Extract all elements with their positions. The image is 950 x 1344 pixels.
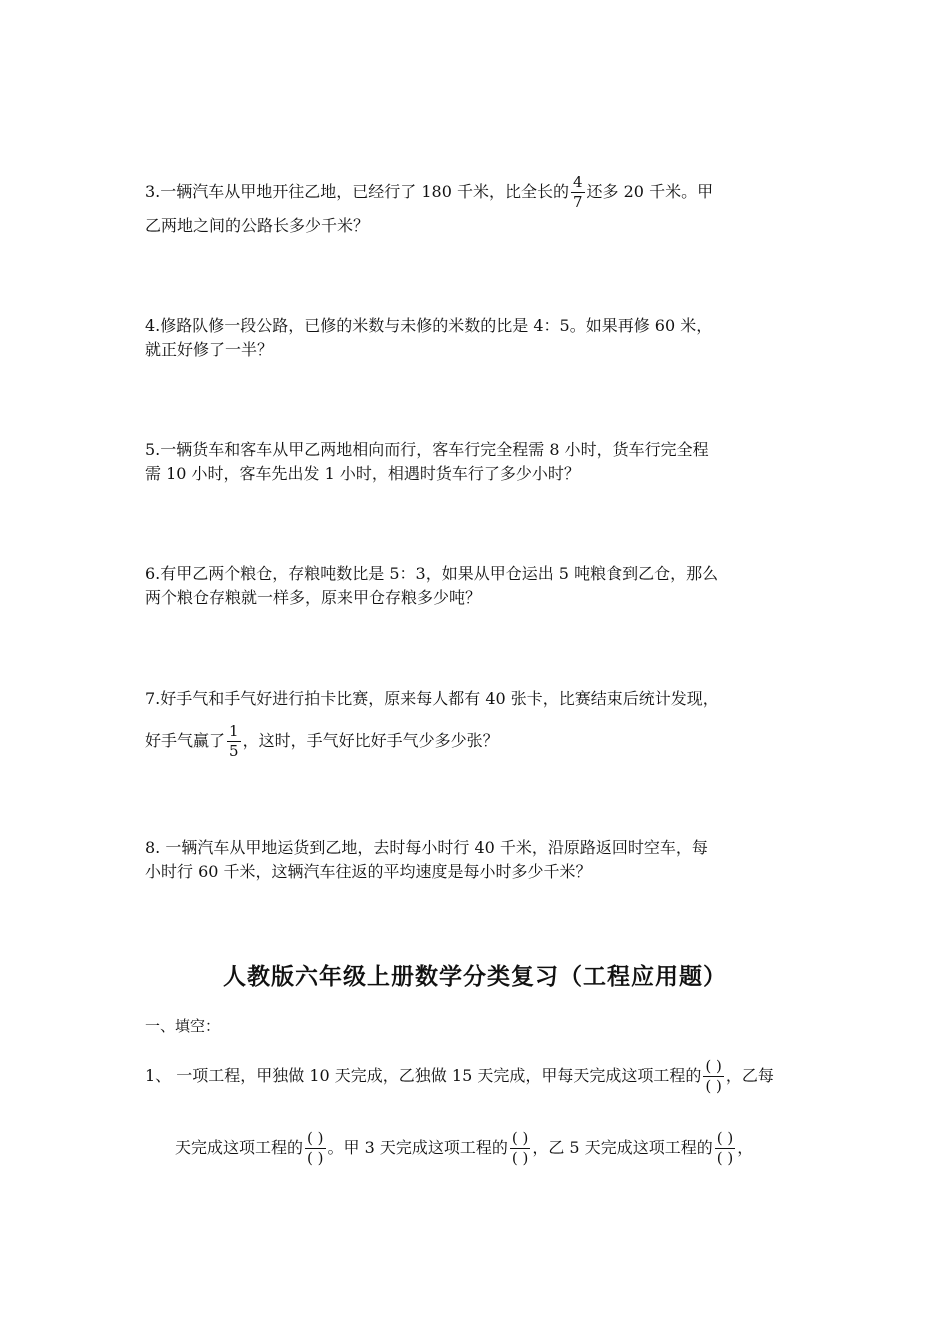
q7-frac-num: 1 bbox=[229, 722, 239, 740]
q4-line-2: 就正好修了一半？ bbox=[145, 340, 274, 359]
q5-line-1: 5.一辆货车和客车从甲乙两地相向而行，客车行完全程需 8 小时，货车行完全程 bbox=[145, 440, 709, 459]
fill1-blank-1: $\frac{( )}{( )}$ bbox=[705, 1057, 722, 1095]
q6-line-1: 6.有甲乙两个粮仓，存粮吨数比是 5：3，如果从甲仓运出 5 吨粮食到乙仓，那么 bbox=[145, 564, 719, 583]
q3-line-2: 乙两地之间的公路长多少千米？ bbox=[145, 216, 370, 235]
fill-question-1 bbox=[145, 1057, 815, 1095]
fill1-text-a: 1、 一项工程，甲独做 10 天完成，乙独做 15 天完成，甲每天完成这项工程的 bbox=[145, 1066, 702, 1085]
q7-fraction bbox=[227, 723, 241, 760]
fill1-text-e: ，乙 5 天完成这项工程的 bbox=[532, 1138, 713, 1157]
q3-fraction bbox=[571, 174, 585, 211]
fill1-text-d: 。甲 3 天完成这项工程的 bbox=[327, 1138, 508, 1157]
question-3 bbox=[145, 174, 810, 238]
question-7 bbox=[145, 687, 810, 760]
section-title: 人教版六年级上册数学分类复习（工程应用题） bbox=[223, 964, 727, 990]
q3-frac-den: 7 bbox=[572, 193, 583, 211]
question-6 bbox=[145, 562, 810, 610]
fill1-blank-3: $\frac{( )}{( )}$ bbox=[511, 1129, 529, 1167]
q8-line-1: 8. 一辆汽车从甲地运货到乙地，去时每小时行 40 千米，沿原路返回时空车，每 bbox=[145, 838, 708, 857]
fill1-blank-2: $\frac{( )}{( )}$ bbox=[307, 1129, 324, 1167]
fill1-blank-4: $\frac{( )}{( )}$ bbox=[716, 1129, 734, 1167]
fill1-text-c: 天完成这项工程的 bbox=[175, 1138, 304, 1157]
q7-frac-den: 5 bbox=[229, 742, 239, 760]
fill-heading: 一、填空： bbox=[145, 1017, 221, 1035]
q5-line-2: 需 10 小时，客车先出发 1 小时，相遇时货车行了多少小时？ bbox=[145, 464, 580, 483]
question-4 bbox=[145, 314, 810, 362]
q3-text-b: 还多 20 千米。甲 bbox=[586, 182, 714, 201]
question-5 bbox=[145, 438, 810, 486]
q6-line-2: 两个粮仓存粮就一样多，原来甲仓存粮多少吨？ bbox=[145, 588, 482, 607]
q4-line-1: 4.修路队修一段公路，已修的米数与未修的米数的比是 4：5。如果再修 60 米， bbox=[145, 316, 713, 335]
q8-line-2: 小时行 60 千米，这辆汽车往返的平均速度是每小时多少千米？ bbox=[145, 862, 592, 881]
question-8 bbox=[145, 836, 810, 884]
fill1-text-f: ， bbox=[737, 1138, 754, 1157]
fill-question-1-line-2 bbox=[175, 1129, 815, 1167]
q7-line-1: 7.好手气和手气好进行拍卡比赛，原来每人都有 40 张卡，比赛结束后统计发现， bbox=[145, 689, 719, 708]
q3-text-a: 3.一辆汽车从甲地开往乙地，已经行了 180 千米，比全长的 bbox=[145, 182, 569, 201]
q7-text-a: 好手气赢了 bbox=[145, 731, 226, 750]
fill1-text-b: ，乙每 bbox=[725, 1066, 774, 1085]
q3-frac-num: 4 bbox=[572, 173, 583, 191]
q7-text-b: ，这时，手气好比好手气少多少张？ bbox=[242, 731, 499, 750]
